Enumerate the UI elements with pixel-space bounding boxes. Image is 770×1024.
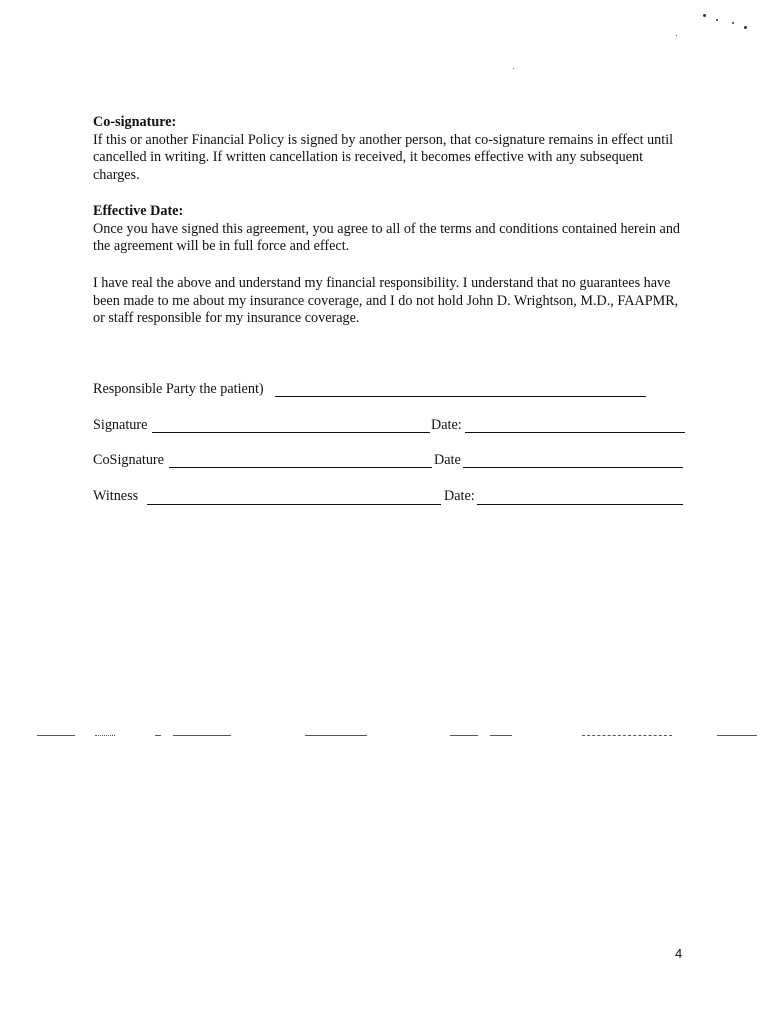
witness-date-label: Date: xyxy=(444,488,475,504)
signature-label: Signature xyxy=(93,417,148,433)
scan-artifact xyxy=(716,19,718,21)
page-number: 4 xyxy=(675,946,683,961)
scan-artifact xyxy=(703,14,706,17)
scan-line-artifact xyxy=(450,735,478,736)
scan-line-artifact xyxy=(305,735,367,736)
witness-line[interactable] xyxy=(147,504,441,505)
scan-line-artifact xyxy=(173,735,231,736)
scan-line-artifact xyxy=(155,735,161,736)
responsible-party-line[interactable] xyxy=(275,396,646,397)
signature-line[interactable] xyxy=(152,432,430,433)
cosignature-text: If this or another Financial Policy is signed by another person, that co-signature remains in effect until cancelled in writing. If written cancellation is received, it becomes effective with any subsequent charges. xyxy=(93,131,674,183)
responsible-party-label: Responsible Party the patient) xyxy=(93,381,264,397)
scan-line-artifact xyxy=(717,735,757,736)
witness-label: Witness xyxy=(93,488,139,504)
acknowledgement-text: I have real the above and understand my financial responsibility. I understand that no guarantees have been made to me about my insurance coverage, and I do not hold John D. Wrightson, M.D., FAAPMR, or staff responsible for my insurance coverage. xyxy=(93,275,679,326)
effective-date-heading: Effective Date: xyxy=(93,203,184,219)
acknowledgement-section xyxy=(93,275,688,328)
cosignature-heading: Co-signature: xyxy=(93,114,177,130)
cosignature-label: CoSignature xyxy=(93,452,164,468)
scan-artifact xyxy=(513,68,514,69)
scan-line-artifact xyxy=(582,735,672,736)
scan-artifact xyxy=(732,22,734,24)
scan-line-artifact xyxy=(95,735,115,736)
cosignature-date-label: Date xyxy=(434,452,461,468)
cosignature-date-line[interactable] xyxy=(463,467,683,468)
scan-line-artifact xyxy=(490,735,512,736)
scan-line-artifact xyxy=(37,735,75,736)
effective-date-section xyxy=(93,203,688,256)
signature-date-line[interactable] xyxy=(465,432,685,433)
cosignature-line[interactable] xyxy=(169,467,432,468)
scan-artifact xyxy=(676,35,677,36)
witness-date-line[interactable] xyxy=(477,504,683,505)
effective-date-text: Once you have signed this agreement, you agree to all of the terms and conditions contained herein and the agreement will be in full force and effect. xyxy=(93,220,681,254)
cosignature-section xyxy=(93,114,688,184)
signature-date-label: Date: xyxy=(431,417,462,433)
scan-artifact xyxy=(744,26,747,29)
